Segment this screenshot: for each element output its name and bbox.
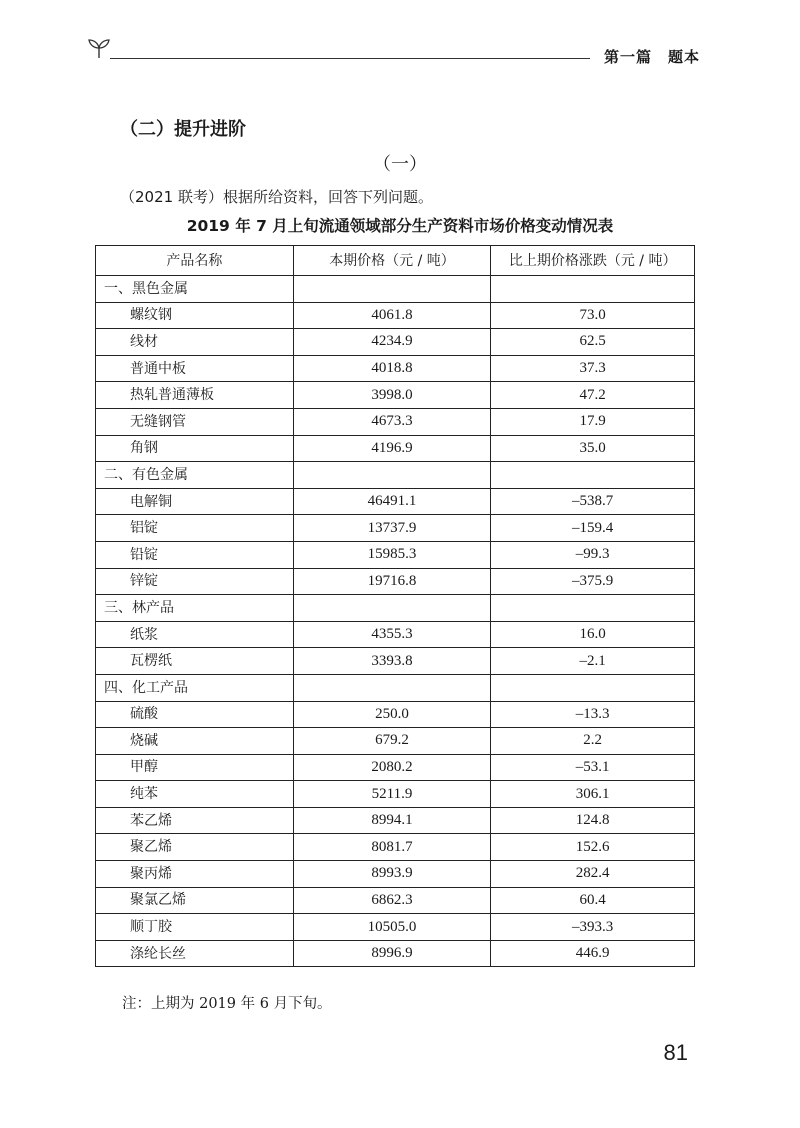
product-name: 铅锭 <box>96 541 294 568</box>
table-row <box>96 408 695 435</box>
category-name: 三、林产品 <box>96 595 294 622</box>
price-cell: 13737.9 <box>293 515 491 542</box>
price-cell: 679.2 <box>293 728 491 755</box>
empty-cell <box>491 462 695 489</box>
header-title: 第一篇 题本 <box>604 48 701 66</box>
change-cell: –99.3 <box>491 541 695 568</box>
price-cell: 46491.1 <box>293 488 491 515</box>
change-cell: –13.3 <box>491 701 695 728</box>
empty-cell <box>293 595 491 622</box>
product-name: 铝锭 <box>96 515 294 542</box>
table-row <box>96 355 695 382</box>
header-rule <box>110 58 590 59</box>
change-cell: 2.2 <box>491 728 695 755</box>
product-name: 普通中板 <box>96 355 294 382</box>
product-name: 电解铜 <box>96 488 294 515</box>
table-row <box>96 914 695 941</box>
change-cell: 306.1 <box>491 781 695 808</box>
product-name: 线材 <box>96 329 294 356</box>
change-cell: 16.0 <box>491 621 695 648</box>
table-row <box>96 781 695 808</box>
column-header-change: 比上期价格涨跌（元 / 吨） <box>491 246 695 276</box>
price-cell: 4061.8 <box>293 302 491 329</box>
product-name: 涤纶长丝 <box>96 940 294 967</box>
product-name: 烧碱 <box>96 728 294 755</box>
change-cell: –53.1 <box>491 754 695 781</box>
table-row <box>96 648 695 675</box>
price-cell: 8081.7 <box>293 834 491 861</box>
price-cell: 3393.8 <box>293 648 491 675</box>
change-cell: 446.9 <box>491 940 695 967</box>
change-cell: –538.7 <box>491 488 695 515</box>
table-row <box>96 302 695 329</box>
table-title: 2019 年 7 月上旬流通领域部分生产资料市场价格变动情况表 <box>186 217 614 235</box>
table-row <box>96 382 695 409</box>
price-cell: 8996.9 <box>293 940 491 967</box>
section-title: （二）提升进阶 <box>120 119 246 140</box>
table-row <box>96 329 695 356</box>
table-row <box>96 435 695 462</box>
change-cell: –393.3 <box>491 914 695 941</box>
price-cell: 8994.1 <box>293 807 491 834</box>
page-number: 81 <box>663 1040 688 1065</box>
product-name: 瓦楞纸 <box>96 648 294 675</box>
product-name: 角钢 <box>96 435 294 462</box>
category-name: 一、黑色金属 <box>96 276 294 303</box>
price-cell: 2080.2 <box>293 754 491 781</box>
change-cell: 152.6 <box>491 834 695 861</box>
price-cell: 6862.3 <box>293 887 491 914</box>
price-cell: 4196.9 <box>293 435 491 462</box>
table-row <box>96 488 695 515</box>
price-cell: 4234.9 <box>293 329 491 356</box>
product-name: 无缝钢管 <box>96 408 294 435</box>
product-name: 甲醇 <box>96 754 294 781</box>
table-row <box>96 834 695 861</box>
table-row <box>96 861 695 888</box>
change-cell: –375.9 <box>491 568 695 595</box>
table-row <box>96 940 695 967</box>
change-cell: 17.9 <box>491 408 695 435</box>
table-row <box>96 887 695 914</box>
product-name: 螺纹钢 <box>96 302 294 329</box>
table-row <box>96 754 695 781</box>
product-name: 热轧普通薄板 <box>96 382 294 409</box>
product-name: 锌锭 <box>96 568 294 595</box>
change-cell: 35.0 <box>491 435 695 462</box>
sub-title: （一） <box>373 154 427 175</box>
category-row <box>96 595 695 622</box>
product-name: 聚乙烯 <box>96 834 294 861</box>
change-cell: 37.3 <box>491 355 695 382</box>
empty-cell <box>293 276 491 303</box>
change-cell: 73.0 <box>491 302 695 329</box>
price-cell: 8993.9 <box>293 861 491 888</box>
price-cell: 4355.3 <box>293 621 491 648</box>
sprout-icon <box>86 36 112 60</box>
empty-cell <box>293 462 491 489</box>
table-row <box>96 621 695 648</box>
change-cell: 60.4 <box>491 887 695 914</box>
change-cell: 282.4 <box>491 861 695 888</box>
price-cell: 3998.0 <box>293 382 491 409</box>
price-cell: 250.0 <box>293 701 491 728</box>
category-row <box>96 674 695 701</box>
column-header-price: 本期价格（元 / 吨） <box>293 246 491 276</box>
price-cell: 4018.8 <box>293 355 491 382</box>
empty-cell <box>293 674 491 701</box>
change-cell: –2.1 <box>491 648 695 675</box>
price-cell: 4673.3 <box>293 408 491 435</box>
price-cell: 19716.8 <box>293 568 491 595</box>
empty-cell <box>491 276 695 303</box>
price-cell: 15985.3 <box>293 541 491 568</box>
table-row <box>96 515 695 542</box>
price-cell: 5211.9 <box>293 781 491 808</box>
category-name: 四、化工产品 <box>96 674 294 701</box>
footnote: 注：上期为 2019 年 6 月下旬。 <box>122 996 332 1012</box>
category-row <box>96 276 695 303</box>
empty-cell <box>491 595 695 622</box>
price-cell: 10505.0 <box>293 914 491 941</box>
empty-cell <box>491 674 695 701</box>
intro-text: （2021 联考）根据所给资料，回答下列问题。 <box>120 188 433 206</box>
table-row <box>96 807 695 834</box>
table-header-row <box>96 246 695 276</box>
product-name: 纯苯 <box>96 781 294 808</box>
category-row <box>96 462 695 489</box>
change-cell: 47.2 <box>491 382 695 409</box>
table-row <box>96 541 695 568</box>
product-name: 聚丙烯 <box>96 861 294 888</box>
table-row <box>96 701 695 728</box>
product-name: 聚氯乙烯 <box>96 887 294 914</box>
column-header-name: 产品名称 <box>96 246 294 276</box>
price-table <box>95 245 695 967</box>
table-row <box>96 728 695 755</box>
product-name: 苯乙烯 <box>96 807 294 834</box>
product-name: 纸浆 <box>96 621 294 648</box>
table-row <box>96 568 695 595</box>
product-name: 硫酸 <box>96 701 294 728</box>
category-name: 二、有色金属 <box>96 462 294 489</box>
change-cell: 62.5 <box>491 329 695 356</box>
change-cell: –159.4 <box>491 515 695 542</box>
change-cell: 124.8 <box>491 807 695 834</box>
product-name: 顺丁胶 <box>96 914 294 941</box>
